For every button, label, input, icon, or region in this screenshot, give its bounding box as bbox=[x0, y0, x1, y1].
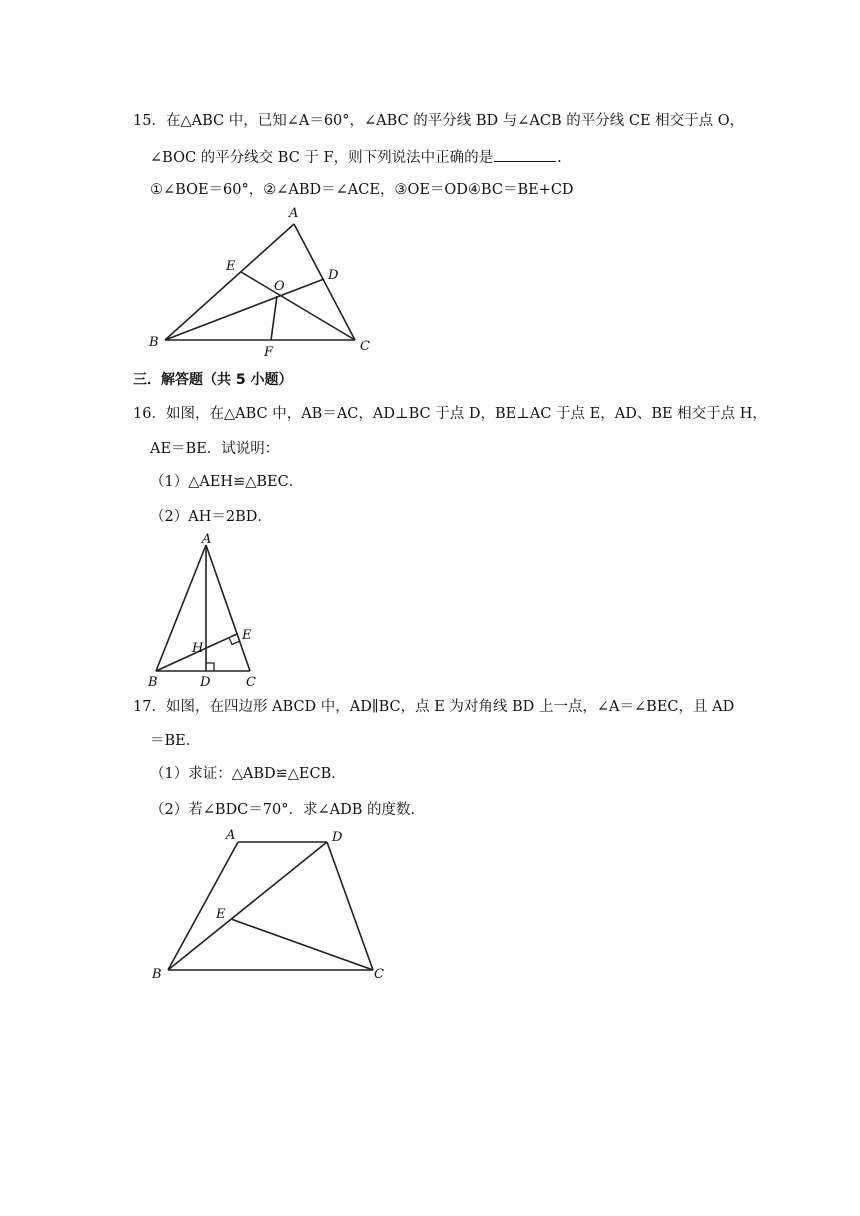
q17-quadrilateral-figure bbox=[140, 825, 400, 990]
right-angle-mark-d bbox=[206, 663, 214, 671]
q15-text-line2 bbox=[150, 147, 562, 168]
answer-blank[interactable] bbox=[494, 147, 556, 162]
segment-ab bbox=[168, 842, 238, 970]
label-d: D bbox=[200, 675, 211, 690]
q15-triangle-figure bbox=[140, 200, 380, 360]
q15-text-line2-end: . bbox=[557, 150, 562, 166]
segment-bd bbox=[165, 279, 324, 340]
label-b: B bbox=[149, 335, 159, 350]
label-h: H bbox=[192, 641, 204, 656]
label-e: E bbox=[226, 259, 236, 274]
label-b: B bbox=[152, 967, 162, 982]
label-d: D bbox=[332, 830, 343, 845]
q17-text-line2: ＝BE． bbox=[150, 733, 201, 749]
q16-triangle-figure bbox=[140, 530, 280, 690]
label-a: A bbox=[289, 206, 299, 221]
q15-options: ①∠BOE＝60°，②∠ABD＝∠ACE，③OE＝OD④BC＝BE+CD bbox=[150, 182, 574, 198]
label-f: F bbox=[264, 345, 274, 360]
q17-part2: （2）若∠BDC＝70°．求∠ADB 的度数． bbox=[150, 802, 425, 818]
label-a: A bbox=[226, 828, 236, 843]
segment-ac bbox=[206, 545, 250, 671]
label-b: B bbox=[148, 675, 158, 690]
label-e: E bbox=[216, 907, 226, 922]
segment-dc bbox=[327, 842, 373, 970]
label-c: C bbox=[246, 675, 256, 690]
label-o: O bbox=[274, 279, 285, 294]
section-heading: 三．解答题（共 5 小题） bbox=[133, 372, 293, 388]
segment-bd bbox=[168, 842, 327, 970]
label-d: D bbox=[328, 268, 339, 283]
label-e: E bbox=[242, 628, 252, 643]
q16-part2: （2）AH＝2BD． bbox=[150, 509, 272, 525]
q17-part1: （1）求证：△ABD≌△ECB． bbox=[150, 766, 346, 782]
q17-text-line1: 17．如图，在四边形 ABCD 中，AD∥BC，点 E 为对角线 BD 上一点，∠A＝∠BEC，且 AD bbox=[133, 699, 735, 715]
q16-text-line1: 16．如图，在△ABC 中，AB＝AC，AD⊥BC 于点 D，BE⊥AC 于点 E，AD、BE 相交于点 H， bbox=[133, 406, 767, 422]
label-c: C bbox=[360, 339, 370, 354]
label-c: C bbox=[374, 967, 384, 982]
q16-text-line2: AE＝BE．试说明： bbox=[150, 441, 280, 457]
segment-of bbox=[271, 296, 277, 340]
q15-text-line1: 15．在△ABC 中，已知∠A＝60°，∠ABC 的平分线 BD 与∠ACB 的平分线 CE 相交于点 O， bbox=[133, 113, 745, 129]
segment-ec bbox=[231, 919, 373, 970]
q15-text-line2-main: ∠BOC 的平分线交 BC 于 F，则下列说法中正确的是 bbox=[150, 150, 494, 166]
q16-part1: （1）△AEH≌△BEC． bbox=[150, 474, 304, 490]
label-a: A bbox=[202, 532, 212, 547]
